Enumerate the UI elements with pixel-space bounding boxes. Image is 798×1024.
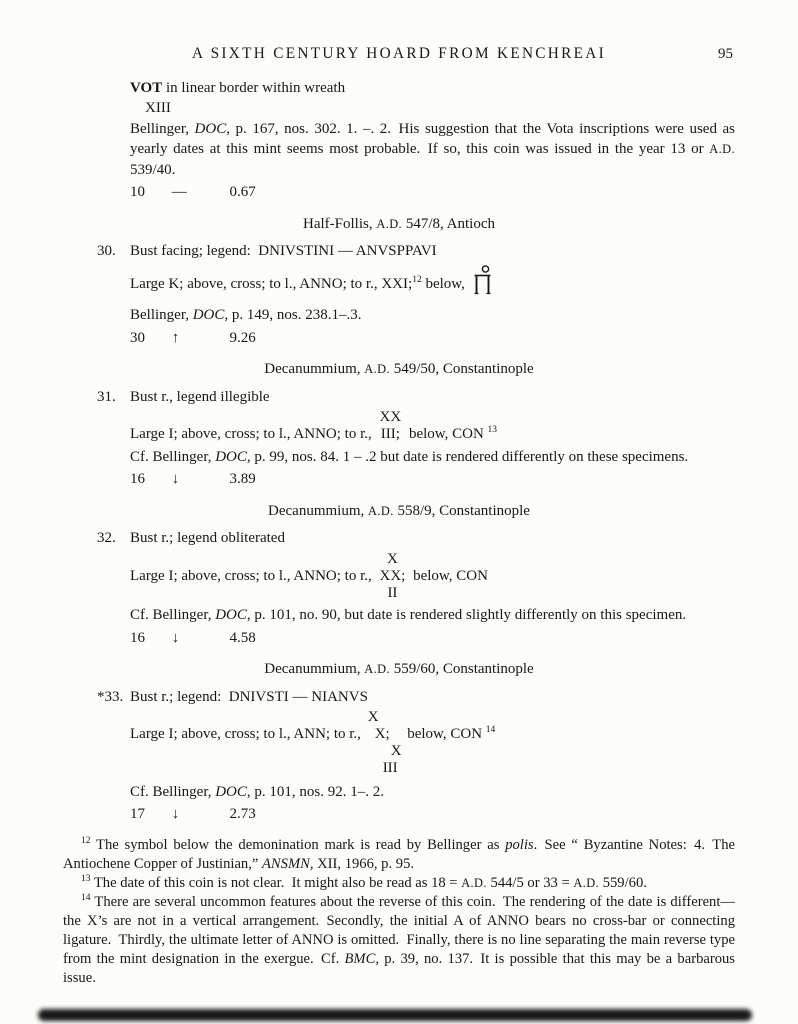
footnote-14: $^{14}$ There are several uncommon features about the reverse of this coin. The rendering of the date is different—the X’s are not in a vertical arrangement. Secondly, the initial A of ANNO bears no cross-bar or connecting ligature. Thirdly, the ultimate letter of ANNO is omitted. Finally, there is no line separating the main reverse type from the mint designation in the exergue. Cf. BMC, p. 39, no. 137. It is possible that this may be a barbarous issue. <box>63 892 735 986</box>
reference-line: Cf. Bellinger, DOC, p. 99, nos. 84. 1 – .2 but date is rendered differently on these specimens. <box>130 448 689 465</box>
entry-number: 30. <box>97 243 116 259</box>
reverse-text: Large K; above, cross; to l., ANNO; to r., XXI;$^{12}$ below, <box>130 274 465 292</box>
reverse-text: below, CON <box>409 567 488 584</box>
entry-32 <box>97 528 735 648</box>
regnal-date-stack <box>379 550 406 601</box>
regnal-date-stack <box>367 709 402 776</box>
footnote-13: $^{13}$ The date of this coin is not clear. It might also be read as 18 = A.D. 544/5 or 33 = A.D. 559/60. <box>81 873 647 891</box>
measurement-line <box>130 328 735 349</box>
date-row: X <box>367 709 379 725</box>
entry-30 <box>97 241 735 348</box>
section-heading-decanummium-549: Decanummium, A.D. 549/50, Constantinople <box>264 361 534 377</box>
weight-value: 3.89 <box>229 471 256 487</box>
reverse-description <box>130 709 735 776</box>
entry-31 <box>97 387 735 490</box>
die-axis-arrow: ↓ <box>171 629 180 646</box>
date-row: X <box>387 550 398 567</box>
vot-reference-paragraph: Bellinger, DOC, p. 167, nos. 302. 1. –. 2. His suggestion that the Vota inscriptions were used as yearly dates at this mint seems most probable. If so, this coin was issued in the year 13 or A.D. 539/40. <box>130 120 736 178</box>
reverse-text: below, CON $^{14}$ <box>399 725 496 742</box>
size-value: 16 <box>130 471 145 487</box>
weight-value: 4.58 <box>229 629 256 646</box>
measurement-line <box>130 469 735 490</box>
date-row: XX <box>379 409 402 425</box>
size-value: 17 <box>130 806 145 822</box>
die-axis-arrow: ↓ <box>171 471 180 487</box>
reference-line: Bellinger, DOC, p. 149, nos. 238.1–.3. <box>130 307 362 323</box>
page-header <box>63 44 735 65</box>
date-row: III <box>382 760 398 776</box>
reverse-text: below, CON $^{13}$ <box>405 425 498 442</box>
entry-33 <box>97 687 735 825</box>
section-heading-decanummium-558: Decanummium, A.D. 558/9, Constantinople <box>268 502 530 519</box>
regnal-date-stack <box>380 409 402 443</box>
polis-monogram-icon <box>472 264 493 304</box>
die-axis-arrow: ↓ <box>171 806 180 822</box>
reverse-text: Large I; above, cross; to l., ANN; to r., <box>130 726 365 742</box>
date-row: X; <box>374 726 390 742</box>
vot-year-numeral: XIII <box>145 100 171 116</box>
weight-value: 0.67 <box>229 184 256 200</box>
reverse-text: Large I; above, cross; to l., ANNO; to r., <box>130 426 376 442</box>
size-value: 10 <box>130 184 145 200</box>
die-axis-symbol: — <box>171 184 187 200</box>
date-row: II <box>387 584 398 601</box>
entry-number: 32. <box>97 530 116 546</box>
obverse-description: Bust facing; legend: DNIVSTINI — ANVSPPAVI <box>130 243 437 259</box>
reverse-description <box>130 264 735 304</box>
footnotes-block <box>63 836 735 988</box>
entry-number: 31. <box>97 388 116 405</box>
entry-number: *33. <box>97 688 124 705</box>
date-row: XX; <box>379 567 406 584</box>
obverse-description: Bust r., legend illegible <box>130 388 270 405</box>
reverse-description <box>130 550 735 601</box>
page-title: A SIXTH CENTURY HOARD FROM KENCHREAI <box>191 45 607 62</box>
footnote-12: $^{12}$ The symbol below the demonination mark is read by Bellinger as polis. See “ Byzantine Notes: 4. The Antiochene Copper of Justinian,” ANSMN, XII, 1966, p. 95. <box>63 835 735 872</box>
reference-line: Cf. Bellinger, DOC, p. 101, no. 90, but date is rendered slightly differently on this specimen. <box>130 607 687 623</box>
die-axis-arrow: ↑ <box>171 329 180 346</box>
page-number: 95 <box>718 46 733 62</box>
obverse-description: Bust r.; legend obliterated <box>130 530 285 546</box>
section-heading-decanummium-559: Decanummium, A.D. 559/60, Constantinople <box>264 661 534 677</box>
date-row: III; <box>380 426 400 442</box>
reference-line: Cf. Bellinger, DOC, p. 101, nos. 92. 1–. 2. <box>130 783 384 800</box>
section-heading-half-follis: Half-Follis, A.D. 547/8, Antioch <box>303 215 495 232</box>
measurement-line <box>130 182 735 203</box>
reverse-text: Large I; above, cross; to l., ANNO; to r., <box>130 567 376 584</box>
measurement-line <box>130 804 735 825</box>
size-value: 16 <box>130 629 145 646</box>
vot-description: VOT in linear border within wreath <box>130 79 346 96</box>
obverse-description: Bust r.; legend: DNIVSTI — NIANVS <box>130 688 368 705</box>
measurement-line <box>130 628 735 649</box>
size-value: 30 <box>130 329 145 346</box>
weight-value: 2.73 <box>229 806 256 822</box>
reverse-description <box>130 409 735 445</box>
date-row: X <box>390 743 402 759</box>
entry-vot <box>130 78 735 203</box>
scan-artifact-bottom-edge <box>38 1009 752 1021</box>
weight-value: 9.26 <box>229 329 256 346</box>
